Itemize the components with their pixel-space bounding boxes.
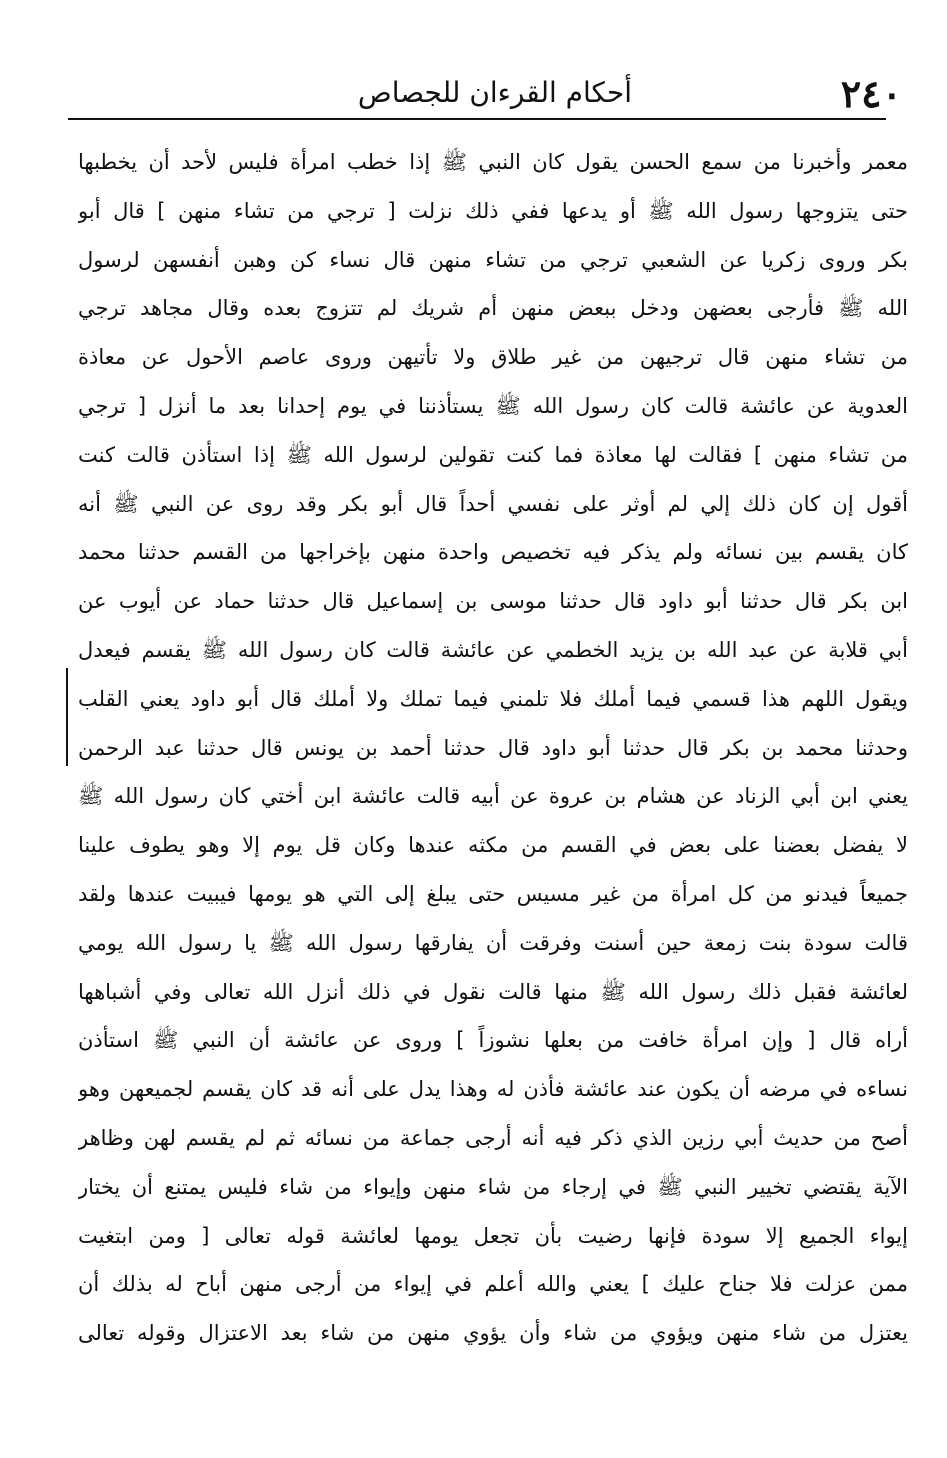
text-line: أصح من حديث أبي رزين الذي ذكر فيه أنه أرجى جماعة من نسائه ثم لم يقسم لهن وظاهر — [78, 1125, 908, 1150]
text-line: بكر وروى زكريا عن الشعبي ترجي من تشاء منهن قال نساء كن وهبن أنفسهن لرسول — [78, 247, 908, 272]
page-number: ٢٤٠ — [840, 71, 902, 116]
text-line: وحدثنا محمد بن بكر قال حدثنا أبو داود قال حدثنا أحمد بن يونس قال حدثنا عبد الرحمن — [78, 735, 908, 760]
text-line: أقول إن كان ذلك إلي لم أوثر على نفسي أحداً قال أبو بكر وقد روى عن النبي ﷺ أنه — [78, 491, 908, 516]
text-line: لعائشة فقبل ذلك رسول الله ﷺ منها قالت نقول في ذلك أنزل الله تعالى وفي أشباهها — [78, 979, 908, 1004]
text-line: معمر وأخبرنا من سمع الحسن يقول كان النبي ﷺ إذا خطب امرأة فليس لأحد أن يخطبها — [78, 150, 908, 174]
text-line: من تشاء منهن قال ترجيهن من غير طلاق ولا تأتيهن وروى عاصم الأحول عن معاذة — [78, 345, 908, 370]
text-line: أراه قال [ وإن امرأة خافت من بعلها نشوزاً ] وروى عن عائشة أن النبي ﷺ استأذن — [78, 1028, 908, 1053]
text-line: إيواء الجميع إلا سودة فإنها رضيت بأن تجعل يومها لعائشة قوله تعالى [ ومن ابتغيت — [78, 1223, 908, 1248]
text-line: لا يفضل بعضنا على بعض في القسم من مكثه عندها وكان قل يوم إلا وهو يطوف علينا — [78, 833, 908, 858]
text-line: جميعاً فيدنو من كل امرأة من غير مسيس حتى يبلغ إلى التي هو يومها فيبيت عندها ولقد — [78, 881, 908, 906]
running-title: أحكام القرءان للجصاص — [357, 76, 633, 109]
text-line: قالت سودة بنت زمعة حين أسنت وفرقت أن يفارقها رسول الله ﷺ يا رسول الله يومي — [78, 930, 908, 955]
text-line: أبي قلابة عن عبد الله بن يزيد الخطمي عن عائشة قالت كان رسول الله ﷺ يقسم فيعدل — [78, 637, 908, 662]
page-header — [70, 72, 920, 116]
text-line: الله ﷺ فأرجى بعضهن ودخل ببعض منهن أم شريك لم تتزوج بعده وقال مجاهد ترجي — [78, 296, 908, 321]
text-line: كان يقسم بين نسائه ولم يذكر فيه تخصيص واحدة منهن بإخراجها من القسم حدثنا محمد — [78, 540, 908, 565]
text-line: ممن عزلت فلا جناح عليك ] يعني والله أعلم في إيواء من أرجى منهن أباح له بذلك أن — [78, 1272, 908, 1297]
text-line: من تشاء منهن ] فقالت لها معاذة فما كنت تقولين لرسول الله ﷺ إذا استأذن قالت كنت — [78, 442, 908, 467]
text-line: يعني ابن أبي الزناد عن هشام بن عروة عن أبيه قالت عائشة ابن أختي كان رسول الله ﷺ — [78, 784, 908, 809]
header-rule — [68, 118, 886, 120]
text-line: نساءه في مرضه أن يكون عند عائشة فأذن له وهذا يدل على أنه قد كان يقسم لجميعهن وهو — [78, 1077, 908, 1102]
text-line: يعتزل من شاء منهن ويؤوي من شاء وأن يؤوي منهن من شاء بعد الاعتزال وقوله تعالى — [78, 1321, 908, 1346]
margin-bracket — [66, 668, 68, 766]
text-line: ويقول اللهم هذا قسمي فيما أملك فلا تلمني فيما تملك ولا أملك قال أبو داود يعني القلب — [78, 686, 908, 711]
text-line: الآية يقتضي تخيير النبي ﷺ في إرجاء من شاء منهن وإيواء من شاء فليس يمتنع أن يختار — [78, 1174, 908, 1199]
text-line: حتى يتزوجها رسول الله ﷺ أو يدعها ففي ذلك نزلت [ ترجي من تشاء منهن ] قال أبو — [78, 198, 908, 223]
text-line: العدوية عن عائشة قالت كان رسول الله ﷺ يستأذننا في يوم إحدانا بعد ما أنزل [ ترجي — [78, 393, 908, 418]
body-text — [78, 138, 908, 1358]
text-line: ابن بكر قال حدثنا أبو داود قال حدثنا موسى بن إسماعيل قال حدثنا حماد عن أيوب عن — [78, 589, 908, 614]
